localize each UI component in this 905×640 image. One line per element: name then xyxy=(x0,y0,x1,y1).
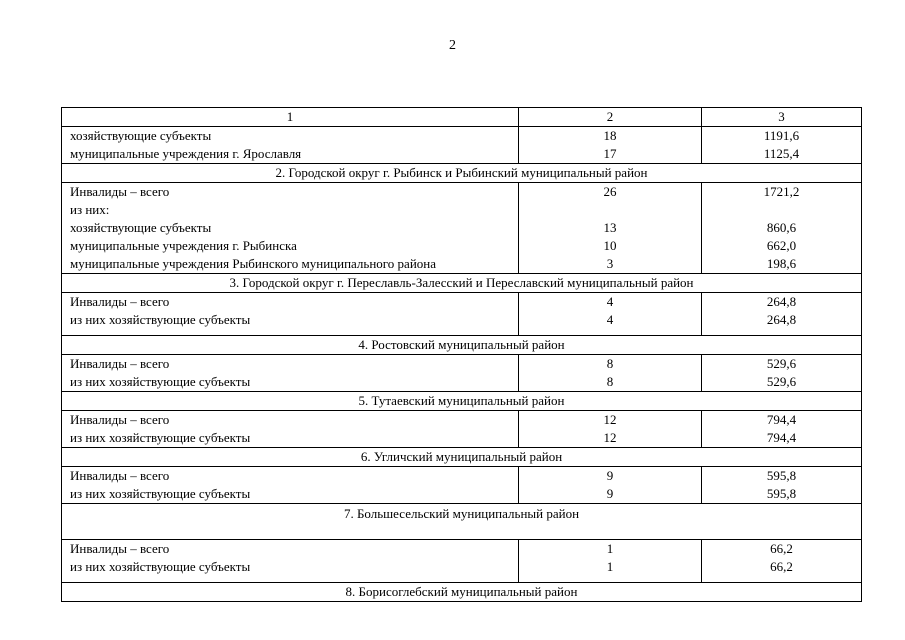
row-count: 12 xyxy=(519,429,702,448)
row-value: 529,6 xyxy=(702,355,862,374)
table-row xyxy=(62,201,862,219)
row-value: 860,6 xyxy=(702,219,862,237)
row-value: 66,2 xyxy=(702,540,862,559)
table-header-row xyxy=(62,108,862,127)
table-row xyxy=(62,355,862,374)
row-value: 198,6 xyxy=(702,255,862,274)
table-row xyxy=(62,311,862,336)
row-label: из них хозяйствующие субъекты xyxy=(62,311,519,336)
row-count: 10 xyxy=(519,237,702,255)
row-label: из них хозяйствующие субъекты xyxy=(62,373,519,392)
row-label: хозяйствующие субъекты xyxy=(62,219,519,237)
row-label: из них: xyxy=(62,201,519,219)
row-count: 26 xyxy=(519,183,702,202)
table-row xyxy=(62,411,862,430)
header-cell: 1 xyxy=(62,108,519,127)
row-value: 1191,6 xyxy=(702,127,862,146)
row-count: 9 xyxy=(519,485,702,504)
section-header-row xyxy=(62,392,862,411)
row-label: муниципальные учреждения г. Рыбинска xyxy=(62,237,519,255)
row-count: 4 xyxy=(519,293,702,312)
row-count: 12 xyxy=(519,411,702,430)
table-row xyxy=(62,237,862,255)
row-label: Инвалиды – всего xyxy=(62,183,519,202)
row-label: Инвалиды – всего xyxy=(62,467,519,486)
section-title: 5. Тутаевский муниципальный район xyxy=(62,392,862,411)
row-value: 662,0 xyxy=(702,237,862,255)
row-value: 794,4 xyxy=(702,429,862,448)
section-title: 6. Угличский муниципальный район xyxy=(62,448,862,467)
table-row xyxy=(62,219,862,237)
table-row xyxy=(62,540,862,559)
row-value xyxy=(702,201,862,219)
row-label: Инвалиды – всего xyxy=(62,540,519,559)
row-value: 529,6 xyxy=(702,373,862,392)
table-row xyxy=(62,183,862,202)
table-row xyxy=(62,127,862,146)
section-title: 2. Городской округ г. Рыбинск и Рыбинский муниципальный район xyxy=(62,164,862,183)
row-count: 9 xyxy=(519,467,702,486)
row-label: из них хозяйствующие субъекты xyxy=(62,558,519,583)
row-count: 17 xyxy=(519,145,702,164)
row-count: 3 xyxy=(519,255,702,274)
section-header-row xyxy=(62,448,862,467)
row-label: хозяйствующие субъекты xyxy=(62,127,519,146)
table-row xyxy=(62,145,862,164)
table-row xyxy=(62,293,862,312)
section-header-row xyxy=(62,274,862,293)
row-count: 1 xyxy=(519,558,702,583)
section-header-row xyxy=(62,164,862,183)
row-count: 4 xyxy=(519,311,702,336)
row-value: 264,8 xyxy=(702,311,862,336)
header-cell: 3 xyxy=(702,108,862,127)
row-label: муниципальные учреждения Рыбинского муниципального района xyxy=(62,255,519,274)
row-count: 1 xyxy=(519,540,702,559)
section-header-row xyxy=(62,583,862,602)
section-title: 8. Борисоглебский муниципальный район xyxy=(62,583,862,602)
table-row xyxy=(62,467,862,486)
section-header-row xyxy=(62,504,862,540)
row-value: 595,8 xyxy=(702,485,862,504)
data-table xyxy=(61,107,862,602)
section-title: 4. Ростовский муниципальный район xyxy=(62,336,862,355)
row-label: Инвалиды – всего xyxy=(62,293,519,312)
row-value: 1125,4 xyxy=(702,145,862,164)
table-row xyxy=(62,373,862,392)
table-row xyxy=(62,485,862,504)
row-label: из них хозяйствующие субъекты xyxy=(62,485,519,504)
row-count: 8 xyxy=(519,355,702,374)
row-count: 18 xyxy=(519,127,702,146)
page-number: 2 xyxy=(449,38,456,53)
row-value: 66,2 xyxy=(702,558,862,583)
row-label: Инвалиды – всего xyxy=(62,411,519,430)
row-count: 13 xyxy=(519,219,702,237)
row-label: из них хозяйствующие субъекты xyxy=(62,429,519,448)
section-header-row xyxy=(62,336,862,355)
table-row xyxy=(62,558,862,583)
section-title: 3. Городской округ г. Переславль-Залесский и Переславский муниципальный район xyxy=(62,274,862,293)
row-count: 8 xyxy=(519,373,702,392)
row-label: Инвалиды – всего xyxy=(62,355,519,374)
row-value: 264,8 xyxy=(702,293,862,312)
row-value: 595,8 xyxy=(702,467,862,486)
row-label: муниципальные учреждения г. Ярославля xyxy=(62,145,519,164)
section-title: 7. Большесельский муниципальный район xyxy=(62,504,862,540)
table-row xyxy=(62,429,862,448)
row-count xyxy=(519,201,702,219)
table-row xyxy=(62,255,862,274)
row-value: 794,4 xyxy=(702,411,862,430)
header-cell: 2 xyxy=(519,108,702,127)
row-value: 1721,2 xyxy=(702,183,862,202)
